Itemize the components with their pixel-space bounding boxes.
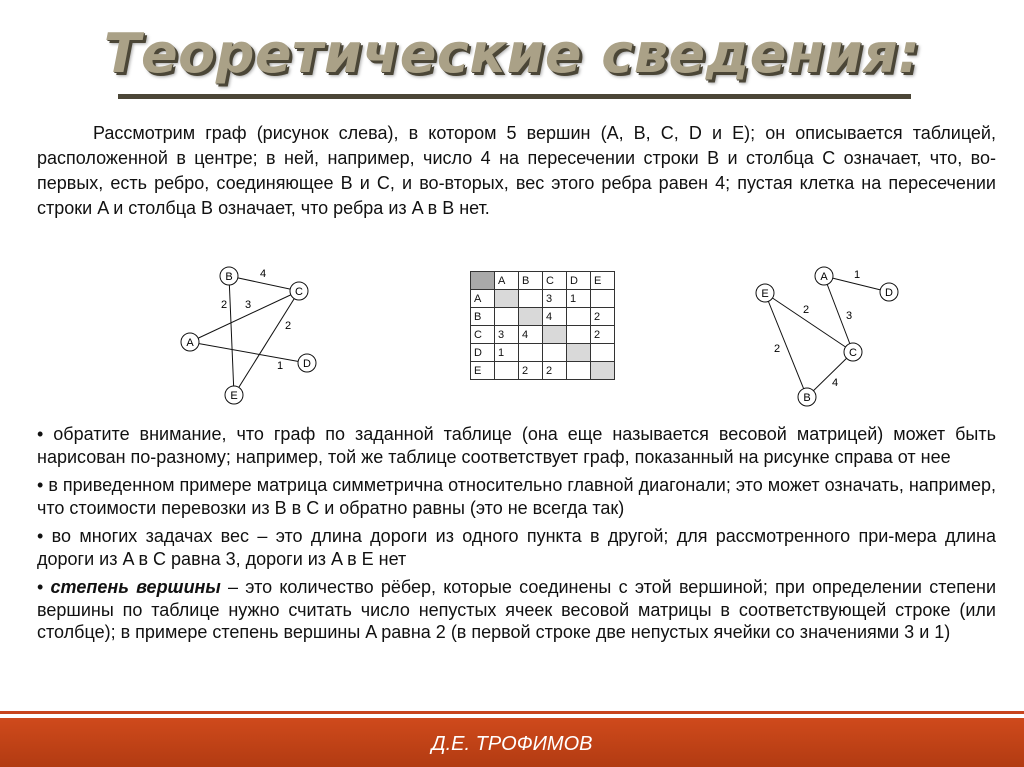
bullet-text: во многих задачах вес – это длина дороги из одного пункта в другой; для рассмотренного при-мера длина дороги из A в C равна 3, дороги из A в E нет [37, 526, 996, 569]
matrix-cell: 1 [495, 344, 519, 362]
matrix-cell [567, 308, 591, 326]
footer-divider [0, 711, 1024, 714]
edge-weight: 3 [244, 299, 252, 311]
edge-ad [190, 342, 307, 363]
matrix-cell [519, 290, 543, 308]
matrix-cell: 2 [591, 326, 615, 344]
edge-weight: 4 [831, 377, 839, 389]
right-graph [745, 262, 905, 412]
matrix-row-label: D [471, 344, 495, 362]
vertex-label: A [186, 337, 194, 349]
matrix-row-label: A [471, 290, 495, 308]
matrix-cell [495, 308, 519, 326]
matrix-cell: 1 [567, 290, 591, 308]
matrix-header-row [471, 272, 615, 290]
bullet-term: степень вершины [50, 577, 221, 597]
vertex-label: E [761, 288, 769, 300]
edge-weight: 1 [276, 360, 284, 372]
bullet-text: обратите внимание, что граф по заданной таблице (она еще называется весовой матрицей) может быть нарисован по-разному; например, той же таблице соответствует граф, показанный на рисунке справа от нее [37, 424, 996, 467]
matrix-cell [591, 344, 615, 362]
matrix-cell [543, 344, 567, 362]
matrix-row [471, 308, 615, 326]
edge-weight: 2 [284, 320, 292, 332]
vertex-label: B [803, 392, 811, 404]
matrix-cell [567, 344, 591, 362]
matrix-row [471, 344, 615, 362]
edge-weight: 4 [259, 268, 267, 280]
matrix-header: E [591, 272, 615, 290]
matrix-row-label: B [471, 308, 495, 326]
matrix-header: C [543, 272, 567, 290]
matrix-cell [519, 344, 543, 362]
bullet-marker: • [37, 424, 44, 444]
bullet-text: в приведенном примере матрица симметрична относительно главной диагонали; это может означать, например, что стоимости перевозки из B в C и обратно равны (это не всегда так) [37, 475, 996, 518]
title-underline [118, 94, 911, 99]
bullet-marker: • [37, 577, 44, 597]
matrix-cell [543, 326, 567, 344]
matrix-row [471, 326, 615, 344]
weight-matrix [470, 271, 615, 380]
matrix-corner-cell [471, 272, 495, 290]
matrix-cell [495, 290, 519, 308]
bullet-item [37, 576, 996, 644]
bullet-marker: • [37, 526, 44, 546]
matrix-row-label: C [471, 326, 495, 344]
matrix-row [471, 362, 615, 380]
matrix-cell [519, 308, 543, 326]
matrix-row [471, 290, 615, 308]
footer-author: Д.Е. ТРОФИМОВ [431, 733, 593, 755]
matrix-cell [495, 362, 519, 380]
edge-weight: 1 [853, 269, 861, 281]
edge-eb [765, 293, 810, 397]
bullet-marker: • [37, 475, 44, 495]
matrix-header: B [519, 272, 543, 290]
matrix-cell: 2 [543, 362, 567, 380]
matrix-cell: 4 [543, 308, 567, 326]
matrix-cell: 2 [519, 362, 543, 380]
vertex-label: B [225, 271, 233, 283]
matrix-cell [591, 290, 615, 308]
intro-paragraph: Рассмотрим граф (рисунок слева), в котором 5 вершин (A, B, C, D и E); он описывается таблицей, расположенной в центре; в ней, например, число 4 на пересечении строки B и столбца C означает, что, во-первых, есть ребро, соединяющее B и C, и во-вторых, вес этого ребра равен 4; пустая клетка на пересечении строки A и столбца B означает, что ребра из A в B нет. [37, 123, 996, 218]
matrix-cell: 3 [495, 326, 519, 344]
matrix-cell [567, 362, 591, 380]
matrix-header: A [495, 272, 519, 290]
matrix-cell: 2 [591, 308, 615, 326]
matrix-cell [591, 362, 615, 380]
bullet-item [37, 423, 996, 468]
edge-be [229, 276, 234, 395]
matrix-cell: 4 [519, 326, 543, 344]
matrix-cell: 3 [543, 290, 567, 308]
edge-weight: 2 [773, 343, 781, 355]
edge-weight: 2 [802, 304, 810, 316]
matrix-row-label: E [471, 362, 495, 380]
vertex-label: D [303, 358, 311, 370]
edge-weight: 3 [845, 310, 853, 322]
bullet-item [37, 525, 996, 570]
bullet-text: – это количество рёбер, которые соединены с этой вершиной; при определении степени вершины по таблице нужно считать число непустых ячеек весовой матрицы в соответствующей строке (или столбце); в примере степень вершины A равна 2 (в первой строке две непустых ячейки со значениями 3 и 1) [37, 577, 996, 642]
bullet-item [37, 474, 996, 519]
vertex-label: E [230, 390, 238, 402]
vertex-label: C [849, 347, 857, 359]
vertex-label: D [885, 287, 893, 299]
edge-weight: 2 [220, 299, 228, 311]
slide-title: Теоретические сведения: [103, 22, 921, 85]
edge-cb [807, 352, 853, 397]
vertex-label: A [820, 271, 828, 283]
vertex-label: C [295, 286, 303, 298]
matrix-cell [567, 326, 591, 344]
left-graph [170, 262, 320, 412]
matrix-header: D [567, 272, 591, 290]
bullet-list [37, 423, 996, 650]
